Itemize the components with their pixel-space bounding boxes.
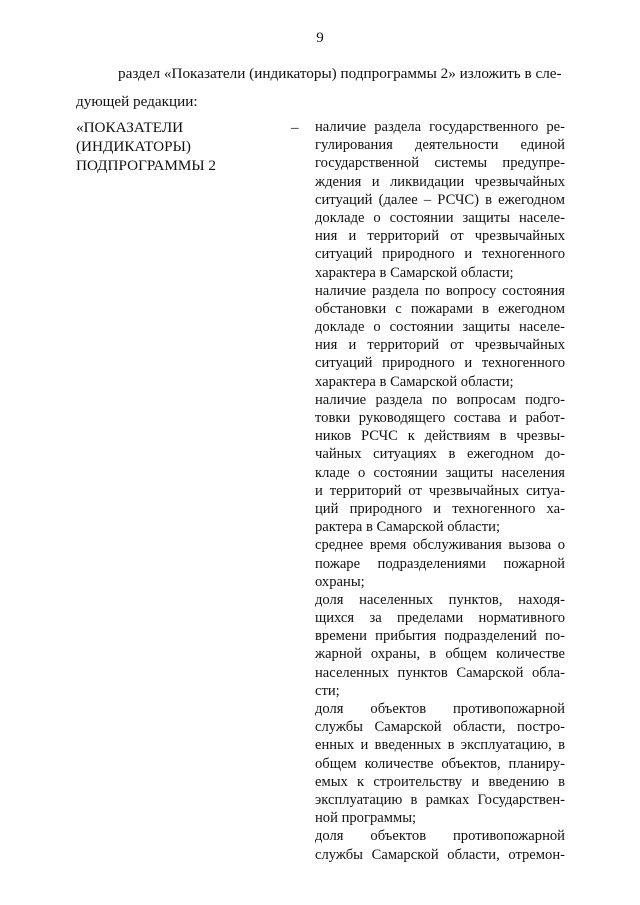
indicator-text-line: наличие раздела по вопросам подго- [315,391,565,408]
indicator-text-line: ния и территорий от чрезвычайных [315,337,565,354]
indicators-list [315,118,565,864]
indicator-text-line: щихся за пределами нормативного [315,610,565,627]
indicator-text-line: емых к строительству и введению в [315,773,565,790]
indicator-text-line: эксплуатацию в рамках Государствен- [315,791,565,808]
indicator-text-line: характера в Самарской области; [315,264,514,281]
indicator-text-line: ников РСЧС к действиям в чрезвы- [315,428,565,445]
indicator-text-line: обстановки с пожарами в ежегодном [315,300,565,317]
indicator-text-line: службы Самарской области, постро- [315,719,565,736]
page-number: 9 [316,30,324,46]
indicator-text-line: наличие раздела государственного ре- [315,119,565,135]
section-heading [76,118,276,175]
indicator-text-line: службы Самарской области, отремон- [315,846,565,863]
indicator-text-line: и территорий от чрезвычайных ситуа- [315,482,565,499]
indicator-text-line: ситуаций природного и техногенного [315,246,565,263]
indicator-text-line: ситуаций (далее – РСЧС) в ежегодном [315,191,565,208]
indicator-text-line: гулирования деятельности единой [315,137,565,154]
indicator-text-line: ждения и ликвидации чрезвычайных [315,173,565,190]
indicator-text-line: общем количестве объектов, планиру- [315,755,565,772]
indicator-text-line: характера в Самарской области; [315,373,514,390]
indicator-text-line: населенных пунктов Самарской обла- [315,664,565,681]
indicator-text-line: охраны; [315,573,365,590]
indicator-text-line: пожаре подразделениями пожарной [315,555,565,572]
indicator-text-line: товки руководящего состава и работ- [315,410,565,426]
intro-line-1: раздел «Показатели (индикаторы) подпрограммы 2» изложить в сле- [118,65,562,82]
indicator-text-line: кладе о состоянии защиты населения [315,464,565,481]
indicator-text-line: чайных ситуациях в ежегодном до- [315,446,565,463]
heading-line: ПОДПРОГРАММЫ 2 [76,157,217,174]
indicator-text-line: времени прибытия подразделений по- [315,628,565,645]
indicator-text-line: доля населенных пунктов, находя- [315,591,565,608]
indicator-text-line: наличие раздела по вопросу состояния [315,282,565,299]
indicator-text-line: докладе о состоянии защиты населе- [315,209,565,226]
indicator-text-line: ситуаций природного и техногенного [315,355,565,372]
column-separator-dash: – [291,119,299,136]
indicator-text-line: рактера в Самарской области; [315,519,501,536]
indicator-text-line: доля объектов противопожарной [315,828,565,845]
intro-line-2: дующей редакции: [76,93,198,110]
heading-line: (ИНДИКАТОРЫ) [76,138,191,155]
indicator-text-line: жарной охраны, в общем количестве [315,646,565,663]
indicator-text-line: ций природного и техногенного ха- [315,500,565,517]
indicator-text-line: доля объектов противопожарной [315,701,565,717]
indicator-text-line: докладе о состоянии защиты населе- [315,319,565,336]
indicator-text-line: ния и территорий от чрезвычайных [315,228,565,245]
heading-line: «ПОКАЗАТЕЛИ [76,119,184,136]
indicator-text-line: среднее время обслуживания вызова о [315,537,565,554]
indicator-text-line: ной программы; [315,810,417,827]
indicator-text-line: государственной системы предупре- [315,155,565,172]
indicator-text-line: енных и введенных в эксплуатацию, в [315,737,565,754]
indicator-text-line: сти; [315,682,340,699]
